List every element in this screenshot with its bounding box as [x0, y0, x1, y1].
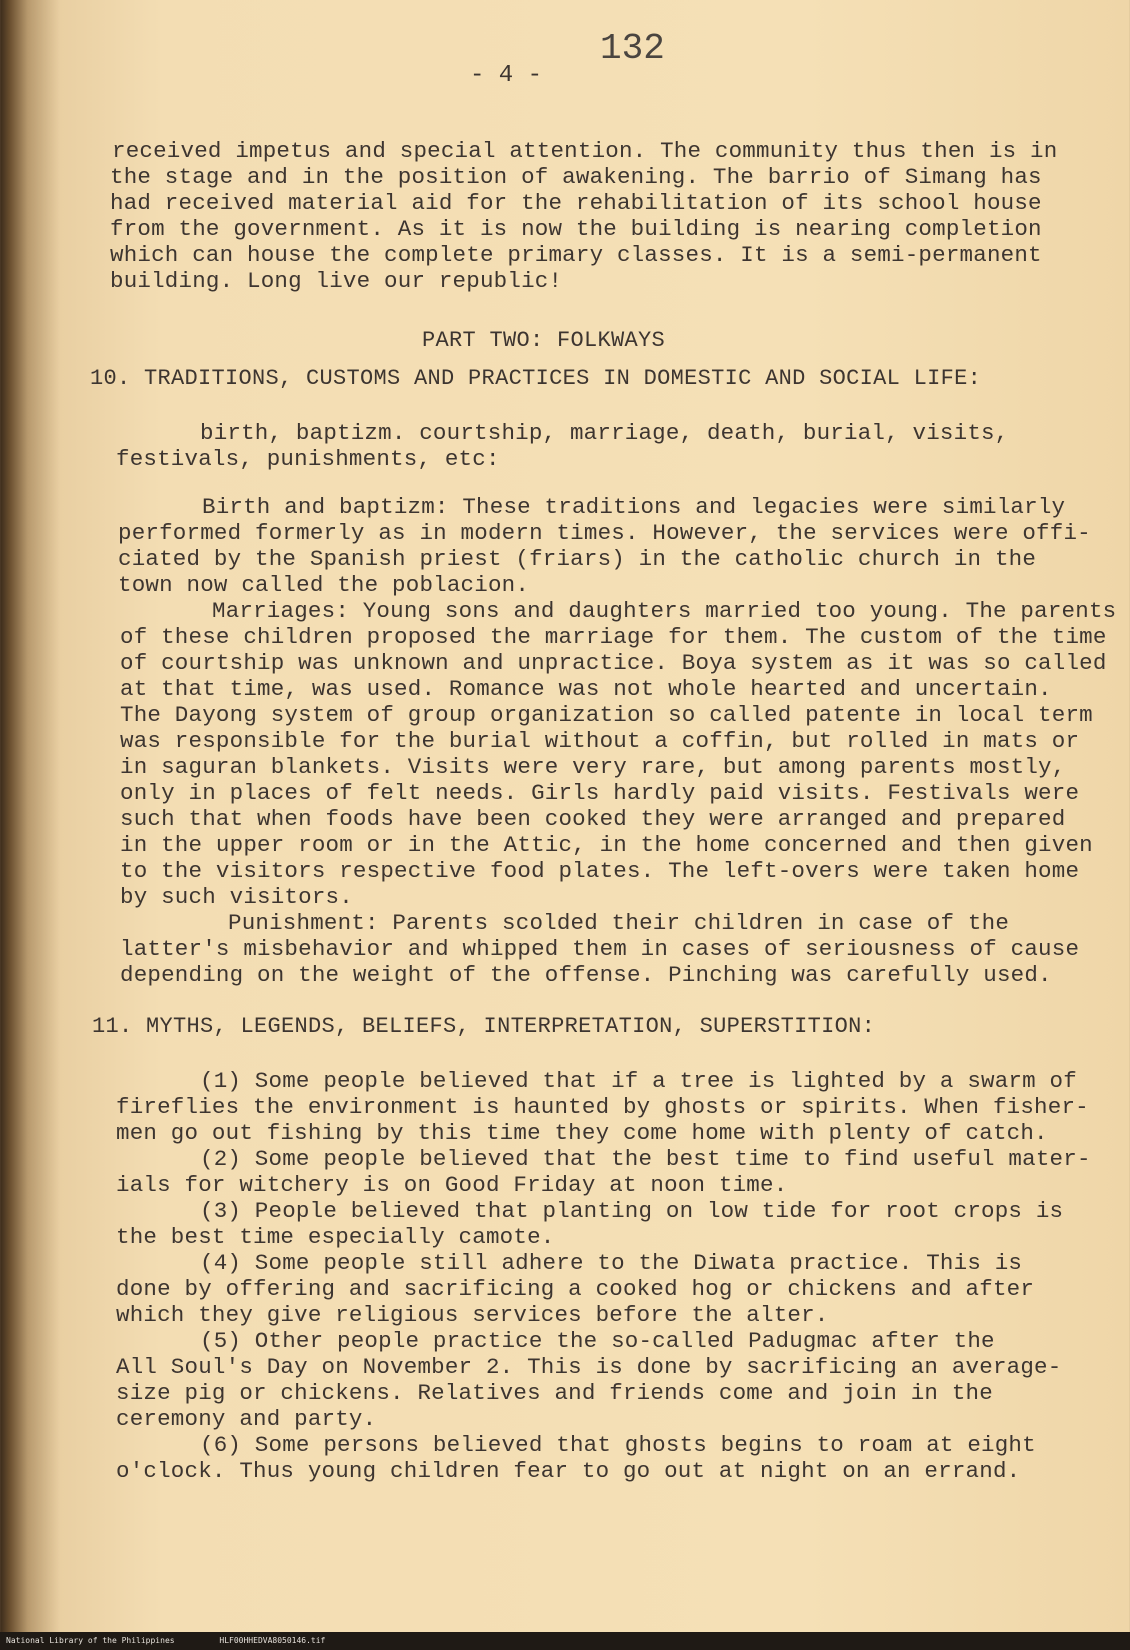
- text-line: which they give religious services before the alter.: [116, 1302, 829, 1328]
- text-line: which can house the complete primary classes. It is a semi-permanent: [110, 242, 1042, 268]
- text-line: performed formerly as in modern times. However, the services were offi-: [118, 520, 1091, 546]
- text-line: at that time, was used. Romance was not whole hearted and uncertain.: [120, 676, 1052, 702]
- text-line: town now called the poblacion.: [118, 572, 530, 598]
- text-line: Punishment: Parents scolded their children in case of the: [228, 910, 1010, 936]
- part-title: PART TWO: FOLKWAYS: [422, 328, 666, 353]
- text-line: from the government. As it is now the building is nearing completion: [110, 216, 1042, 242]
- text-line: (4) Some people still adhere to the Diwata practice. This is: [200, 1250, 1023, 1276]
- text-line: (3) People believed that planting on low tide for root crops is: [200, 1198, 1064, 1224]
- text-line: received impetus and special attention. The community thus then is in: [112, 138, 1058, 164]
- footer-source: National Library of the Philippines: [6, 1636, 175, 1645]
- text-line: ciated by the Spanish priest (friars) in the catholic church in the: [118, 546, 1037, 572]
- text-line: of courtship was unknown and unpractice. Boya system as it was so called: [120, 650, 1107, 676]
- text-line: only in places of felt needs. Girls hardly paid visits. Festivals were: [120, 780, 1080, 806]
- text-line: (6) Some persons believed that ghosts begins to roam at eight: [200, 1432, 1036, 1458]
- section-11-heading: 11. MYTHS, LEGENDS, BELIEFS, INTERPRETATION, SUPERSTITION:: [92, 1014, 876, 1039]
- text-line: size pig or chickens. Relatives and friends come and join in the: [116, 1380, 993, 1406]
- page-label: - 4 -: [470, 62, 543, 89]
- text-line: the stage and in the position of awakening. The barrio of Simang has: [110, 164, 1042, 190]
- text-line: in the upper room or in the Attic, in the home concerned and then given: [120, 832, 1093, 858]
- section-10-heading: 10. TRADITIONS, CUSTOMS AND PRACTICES IN DOMESTIC AND SOCIAL LIFE:: [90, 366, 982, 391]
- text-line: (2) Some people believed that the best time to find useful mater-: [200, 1146, 1091, 1172]
- text-line: the best time especially camote.: [116, 1224, 555, 1250]
- text-line: to the visitors respective food plates. The left-overs were taken home: [120, 858, 1080, 884]
- text-line: (5) Other people practice the so-called Padugmac after the: [200, 1328, 995, 1354]
- text-line: had received material aid for the rehabilitation of its school house: [110, 190, 1042, 216]
- text-line: (1) Some people believed that if a tree is lighted by a swarm of: [200, 1068, 1077, 1094]
- text-line: All Soul's Day on November 2. This is done by sacrificing an average-: [116, 1354, 1062, 1380]
- text-line: building. Long live our republic!: [110, 268, 563, 294]
- text-line: festivals, punishments, etc:: [116, 446, 500, 472]
- text-line: was responsible for the burial without a coffin, but rolled in mats or: [120, 728, 1080, 754]
- text-line: The Dayong system of group organization so called patente in local term: [120, 702, 1093, 728]
- text-line: latter's misbehavior and whipped them in cases of seriousness of cause: [120, 936, 1080, 962]
- text-line: birth, baptizm. courtship, marriage, death, burial, visits,: [200, 420, 1009, 446]
- page-stamp-number: 132: [600, 28, 665, 69]
- text-line: done by offering and sacrificing a cooked hog or chickens and after: [116, 1276, 1035, 1302]
- text-line: Birth and baptizm: These traditions and legacies were similarly: [202, 494, 1066, 520]
- text-line: Marriages: Young sons and daughters married too young. The parents: [212, 598, 1117, 624]
- text-line: of these children proposed the marriage for them. The custom of the time: [120, 624, 1107, 650]
- text-line: o'clock. Thus young children fear to go out at night on an errand.: [116, 1458, 1021, 1484]
- scan-footer: [0, 1632, 1130, 1650]
- text-line: men go out fishing by this time they come home with plenty of catch.: [116, 1120, 1048, 1146]
- text-line: depending on the weight of the offense. Pinching was carefully used.: [120, 962, 1052, 988]
- footer-filename: HLF00HHEDVA8050146.tif: [219, 1636, 326, 1645]
- text-line: in saguran blankets. Visits were very rare, but among parents mostly,: [120, 754, 1066, 780]
- text-line: ials for witchery is on Good Friday at noon time.: [116, 1172, 788, 1198]
- text-line: by such visitors.: [120, 884, 353, 910]
- text-line: fireflies the environment is haunted by ghosts or spirits. When fisher-: [116, 1094, 1089, 1120]
- text-line: ceremony and party.: [116, 1406, 377, 1432]
- text-line: such that when foods have been cooked they were arranged and prepared: [120, 806, 1066, 832]
